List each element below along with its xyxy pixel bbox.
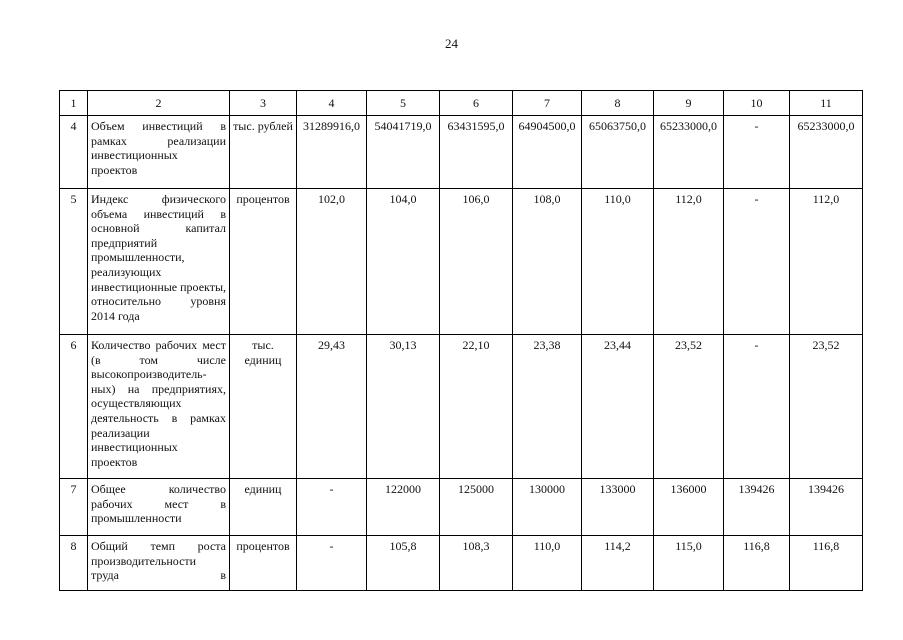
value-cell: 23,44 [582, 335, 654, 479]
value-cell: 115,0 [654, 536, 724, 591]
value-cell: 116,8 [724, 536, 790, 591]
table-row [60, 536, 863, 591]
value-cell: 108,3 [440, 536, 513, 591]
value-cell: 110,0 [582, 189, 654, 335]
row-number: 7 [60, 479, 88, 536]
unit-cell: тыс. единиц [230, 335, 297, 479]
value-cell: 130000 [513, 479, 582, 536]
column-header: 4 [297, 91, 367, 116]
value-cell: 133000 [582, 479, 654, 536]
value-cell: 65233000,0 [654, 116, 724, 189]
value-cell: 104,0 [367, 189, 440, 335]
value-cell: - [724, 335, 790, 479]
indicator-name: Объем инвестиций в рамках реализации инвестиционных проектов [88, 116, 230, 189]
indicator-name: Общее количество рабочих мест в промышленности [88, 479, 230, 536]
indicators-table [59, 90, 863, 591]
indicator-name: Индекс физического объема инвестиций в основной капитал предприятий промышленности, реализующих инвестиционные проекты, относительно уровня 2014 года [88, 189, 230, 335]
unit-cell: единиц [230, 479, 297, 536]
indicator-name: Общий темп роста производительности труда в [88, 536, 230, 591]
value-cell: 139426 [724, 479, 790, 536]
value-cell: 112,0 [790, 189, 863, 335]
value-cell: 136000 [654, 479, 724, 536]
table-row [60, 479, 863, 536]
value-cell: 23,52 [654, 335, 724, 479]
value-cell: 122000 [367, 479, 440, 536]
column-header: 11 [790, 91, 863, 116]
value-cell: 63431595,0 [440, 116, 513, 189]
value-cell: 139426 [790, 479, 863, 536]
column-header: 2 [88, 91, 230, 116]
value-cell: 23,52 [790, 335, 863, 479]
value-cell: 64904500,0 [513, 116, 582, 189]
value-cell: 22,10 [440, 335, 513, 479]
table-header-row [60, 91, 863, 116]
value-cell: 105,8 [367, 536, 440, 591]
column-header: 1 [60, 91, 88, 116]
column-header: 10 [724, 91, 790, 116]
value-cell: 65063750,0 [582, 116, 654, 189]
column-header: 5 [367, 91, 440, 116]
row-number: 5 [60, 189, 88, 335]
row-number: 8 [60, 536, 88, 591]
value-cell: 31289916,0 [297, 116, 367, 189]
value-cell: 112,0 [654, 189, 724, 335]
table-row [60, 335, 863, 479]
value-cell: 108,0 [513, 189, 582, 335]
column-header: 3 [230, 91, 297, 116]
value-cell: 102,0 [297, 189, 367, 335]
value-cell: - [297, 536, 367, 591]
column-header: 9 [654, 91, 724, 116]
value-cell: 114,2 [582, 536, 654, 591]
column-header: 7 [513, 91, 582, 116]
value-cell: 54041719,0 [367, 116, 440, 189]
row-number: 6 [60, 335, 88, 479]
column-header: 8 [582, 91, 654, 116]
unit-cell: процентов [230, 189, 297, 335]
table-row [60, 189, 863, 335]
value-cell: - [724, 116, 790, 189]
value-cell: 110,0 [513, 536, 582, 591]
column-header: 6 [440, 91, 513, 116]
value-cell: 29,43 [297, 335, 367, 479]
value-cell: 65233000,0 [790, 116, 863, 189]
unit-cell: тыс. рублей [230, 116, 297, 189]
value-cell: - [724, 189, 790, 335]
table-row [60, 116, 863, 189]
value-cell: 23,38 [513, 335, 582, 479]
row-number: 4 [60, 116, 88, 189]
page-number: 24 [445, 36, 458, 51]
value-cell: 116,8 [790, 536, 863, 591]
value-cell: 125000 [440, 479, 513, 536]
value-cell: 106,0 [440, 189, 513, 335]
indicator-name: Количество рабочих мест (в том числе высокопроизводитель-ных) на предприятиях, осуществляющих деятельность в рамках реализации инвестиционных проектов [88, 335, 230, 479]
value-cell: - [297, 479, 367, 536]
unit-cell: процентов [230, 536, 297, 591]
value-cell: 30,13 [367, 335, 440, 479]
